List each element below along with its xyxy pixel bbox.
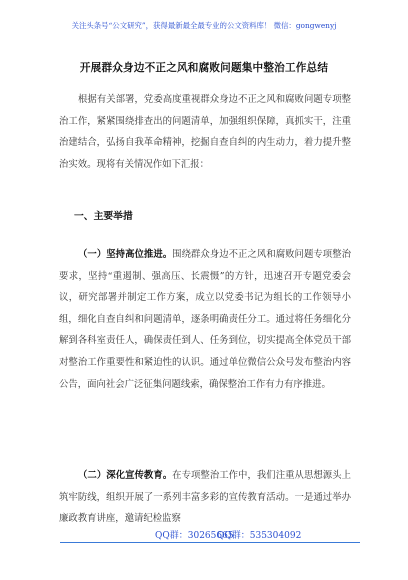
paragraph-1 bbox=[59, 244, 351, 395]
footer bbox=[0, 528, 408, 546]
paragraph-1-text: 围绕群众身边不正之风和腐败问题专项整治要求，坚持“重遏制、强高压、长震慑”的方针，迅速召开专题党委会议，研究部署并制定工作方案，成立以党委书记为组长的工作领导小组，细化自查自纠和问题清单，逐条明确责任分工。通过将任务细化分解到各科室责任人，确保责任到人、任务到位，切实提高全体党员干部对整治工作重要性和紧迫性的认识。通过单位微信公众号发布整治内容公告，面向社会广泛征集问题线索，确保整治工作有力有序推进。 bbox=[59, 249, 351, 390]
footer-qq-group-1: QQ群：30265665 bbox=[155, 531, 234, 541]
header-banner: 关注头条号“公文研究”，获得最新最全最专业的公文资料库！ 微信：gongwenyj bbox=[71, 21, 337, 30]
intro-paragraph: 根据有关部署，党委高度重视群众身边不正之风和腐败问题专项整治工作，紧紧围绕排查出的问题清单，加强组织保障，真抓实干，注重治建结合，弘扬自我革命精神，挖掘自查自纠的内生动力，着力提升整治实效。现将有关情况作如下汇报： bbox=[59, 94, 351, 170]
footer-qq-group-2: QQ群：535304092 bbox=[217, 531, 302, 541]
paragraph-2 bbox=[59, 465, 351, 530]
footer-divider bbox=[60, 542, 360, 543]
paragraph-2-lead: （二）深化宣传教育。 bbox=[78, 470, 173, 481]
paragraph-2-text: 在专项整治工作中，我们注重从思想源头上筑牢防线，组织开展了一系列丰富多彩的宣传教育活动。一是通过举办廉政教育讲座，邀请纪检监察 bbox=[59, 470, 351, 525]
paragraph-1-lead: （一）坚持高位推进。 bbox=[78, 249, 173, 260]
document-title: 开展群众身边不正之风和腐败问题集中整治工作总结 bbox=[79, 62, 329, 74]
section-heading: 一、主要举措 bbox=[74, 211, 133, 222]
